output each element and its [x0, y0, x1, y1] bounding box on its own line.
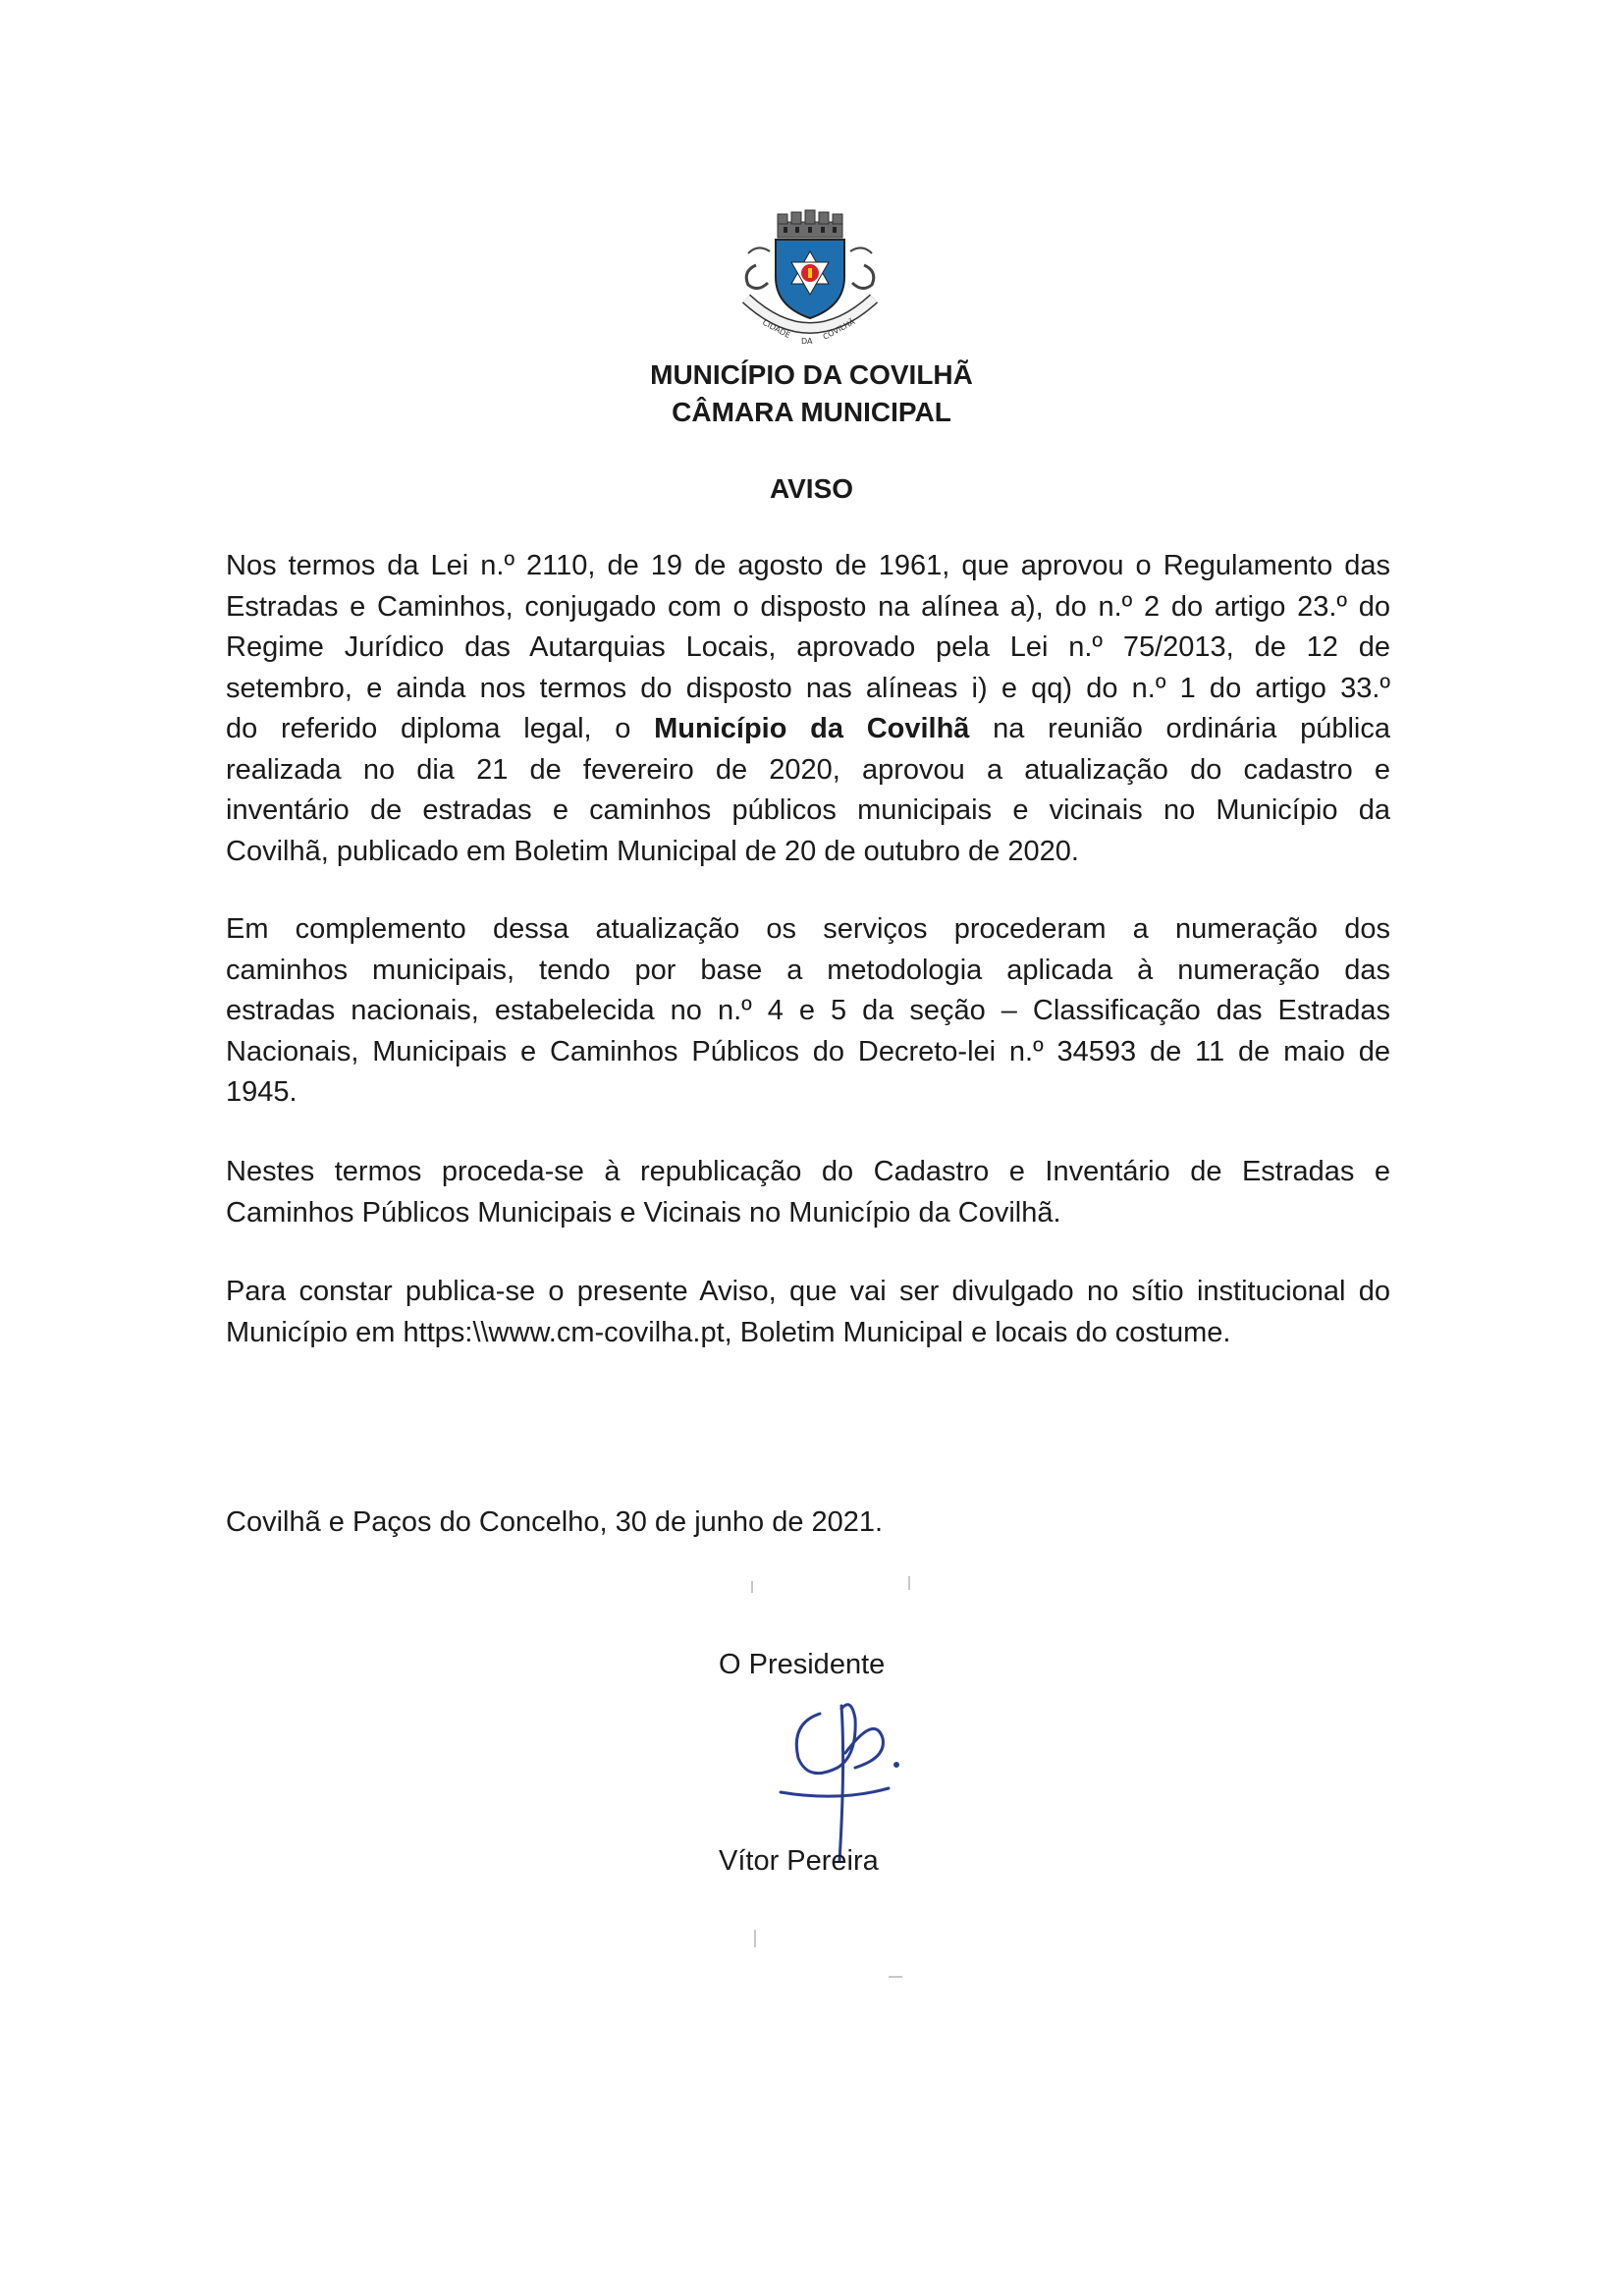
- text-fragment: do referido diploma legal, o: [226, 713, 655, 744]
- svg-text:CIDADE: CIDADE: [761, 317, 792, 341]
- paragraph-republication: [226, 1152, 1390, 1233]
- municipality-bold: Município da Covilhã: [654, 713, 970, 744]
- text-line: Covilhã, publicado em Boletim Municipal de 20 de outubro de 2020.: [226, 835, 1079, 867]
- text-line: Caminhos Públicos Municipais e Vicinais no Município da Covilhã.: [226, 1196, 1061, 1229]
- scan-artifact: [754, 1930, 756, 1947]
- text-line: Município em https:\\www.cm-covilha.pt, Boletim Municipal e locais do costume.: [226, 1316, 1231, 1348]
- scan-artifact: [751, 1581, 753, 1593]
- text-fragment: na reunião ordinária pública: [993, 713, 1391, 744]
- paragraph-publication: [226, 1272, 1390, 1353]
- text-line: Em complemento dessa atualização os serviços procederam a numeração dos: [226, 913, 1390, 945]
- paragraph-legal-basis: [226, 546, 1390, 872]
- text-line: Nos termos da Lei n.º 2110, de 19 de agosto de 1961, que aprovou o Regulamento das: [226, 550, 1390, 581]
- text-line: Regime Jurídico das Autarquias Locais, aprovado pela Lei n.º 75/2013, de 12 de: [226, 631, 1390, 663]
- notice-title: AVISO: [769, 473, 854, 504]
- scan-artifact: [889, 1976, 902, 1978]
- text-line: Para constar publica-se o presente Aviso, que vai ser divulgado no sítio institucional do: [226, 1276, 1390, 1307]
- text-line: Nacionais, Municipais e Caminhos Públicos do Decreto-lei n.º 34593 de 11 de maio de: [226, 1035, 1390, 1067]
- text-line: inventário de estradas e caminhos públicos municipais e vicinais no Município da: [226, 794, 1390, 826]
- paragraph-numbering: [226, 909, 1390, 1114]
- text-line: setembro, e ainda nos termos do disposto nas alíneas i) e qq) do n.º 1 do artigo 33.º: [226, 672, 1390, 704]
- signatory-name: Vítor Pereira: [719, 1845, 879, 1877]
- text-line: Estradas e Caminhos, conjugado com o disposto na alínea a), do n.º 2 do artigo 23.º do: [226, 590, 1390, 623]
- municipality-name: MUNICÍPIO DA COVILHÃ: [650, 359, 973, 390]
- text-line: Nestes termos proceda-se à republicação do Cadastro e Inventário de Estradas e: [226, 1156, 1390, 1187]
- text-line: realizada no dia 21 de fevereiro de 2020, aprovou a atualização do cadastro e: [226, 753, 1390, 786]
- text-line: caminhos municipais, tendo por base a metodologia aplicada à numeração das: [226, 954, 1390, 986]
- scan-artifact: [908, 1576, 910, 1590]
- handwritten-signature-icon: [761, 1684, 928, 1861]
- text-line: estradas nacionais, estabelecida no n.º 4 e 5 da seção – Classificação das Estradas: [226, 995, 1390, 1026]
- text-line: [226, 709, 1390, 750]
- signatory-title: O Presidente: [719, 1649, 886, 1680]
- place-and-date: Covilhã e Paços do Concelho, 30 de junho de 2021.: [226, 1506, 884, 1538]
- chamber-name: CÂMARA MUNICIPAL: [672, 397, 951, 427]
- text-line: 1945.: [226, 1076, 298, 1108]
- svg-text:COVILHÃ: COVILHÃ: [821, 317, 857, 342]
- svg-text:DA: DA: [801, 337, 813, 346]
- municipal-crest-icon: [727, 208, 893, 352]
